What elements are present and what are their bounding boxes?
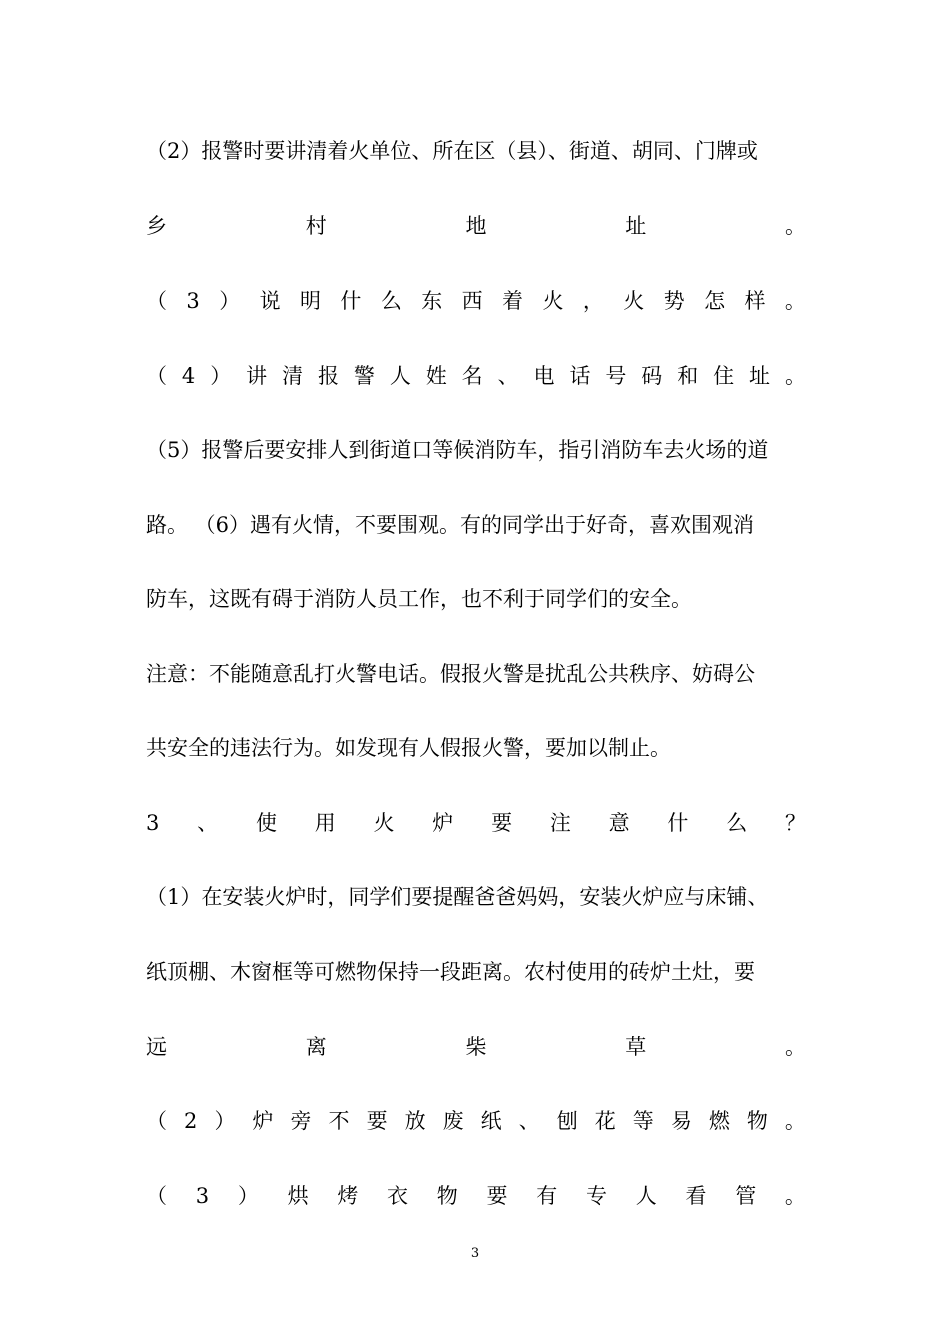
text-line <box>146 1106 806 1136</box>
text-char: 旁 <box>290 1109 312 1133</box>
text-char: 有 <box>536 1184 558 1208</box>
text-line <box>146 1181 806 1211</box>
text-char: 3 <box>146 811 160 835</box>
text-char: 、 <box>497 364 519 388</box>
text-line <box>146 361 806 391</box>
text-char: 人 <box>389 364 411 388</box>
text-char: 燃 <box>708 1109 730 1133</box>
text-char: 怎 <box>704 289 726 313</box>
text-char: 易 <box>670 1109 692 1133</box>
text-char: 。 <box>784 1109 806 1133</box>
text-char: 说 <box>259 289 281 313</box>
text-char: 么 <box>726 811 748 835</box>
text-char: 要 <box>486 1184 508 1208</box>
text-char: 3 <box>186 289 200 313</box>
text-char: 等 <box>632 1109 654 1133</box>
text-char: ） <box>219 289 241 313</box>
text-char: 话 <box>569 364 591 388</box>
text-line: 注意：不能随意乱打火警电话。假报火警是扰乱公共秩序、妨碍公 <box>146 662 755 686</box>
text-char: 和 <box>677 364 699 388</box>
text-char: 西 <box>461 289 483 313</box>
text-char: 讲 <box>246 364 268 388</box>
text-char: ） <box>237 1184 259 1208</box>
text-line: 路。 （6）遇有火情，不要围观。有的同学出于好奇，喜欢围观消 <box>146 513 755 537</box>
text-char: 人 <box>635 1184 657 1208</box>
text-char: 址 <box>749 364 771 388</box>
text-char: 柴 <box>465 1035 487 1059</box>
text-char: 火 <box>373 811 395 835</box>
text-char: 不 <box>328 1109 350 1133</box>
text-line: （2）报警时要讲清着火单位、所在区（县）、街道、胡同、门牌或 <box>146 139 758 163</box>
text-char: 势 <box>663 289 685 313</box>
text-char: 东 <box>421 289 443 313</box>
text-char: 远 <box>146 1035 167 1059</box>
text-line <box>146 286 806 316</box>
text-char: 、 <box>197 811 219 835</box>
text-char: ） <box>214 1109 236 1133</box>
text-char: 电 <box>533 364 555 388</box>
text-char: 警 <box>353 364 375 388</box>
text-char: 住 <box>713 364 735 388</box>
text-char: 衣 <box>387 1184 409 1208</box>
text-char: 烘 <box>287 1184 309 1208</box>
text-char: 样 <box>744 289 766 313</box>
text-char: 。 <box>784 289 806 313</box>
text-char: 物 <box>436 1184 458 1208</box>
text-char: 名 <box>461 364 483 388</box>
text-char: 用 <box>314 811 336 835</box>
text-char: 要 <box>491 811 513 835</box>
text-char: 离 <box>305 1035 327 1059</box>
text-char: 注 <box>549 811 571 835</box>
text-char: 地 <box>465 214 487 238</box>
text-char: 号 <box>605 364 627 388</box>
text-char: 着 <box>502 289 524 313</box>
text-char: 码 <box>641 364 663 388</box>
text-char: 明 <box>300 289 321 313</box>
text-char: 意 <box>608 811 630 835</box>
text-char: 要 <box>366 1109 388 1133</box>
text-char: ， <box>582 289 604 313</box>
text-char: （ <box>146 1184 167 1208</box>
text-char: 、 <box>518 1109 540 1133</box>
text-char: 使 <box>255 811 277 835</box>
text-line: 共安全的违法行为。如发现有人假报火警，要加以制止。 <box>146 736 671 760</box>
text-line: 纸顶棚、木窗框等可燃物保持一段距离。农村使用的砖炉土灶，要 <box>146 960 755 984</box>
text-char: 花 <box>594 1109 616 1133</box>
text-char: 乡 <box>146 214 167 238</box>
text-char: （ <box>146 1109 167 1133</box>
text-char: 4 <box>181 364 196 388</box>
text-char: 炉 <box>432 811 454 835</box>
text-char: 址 <box>625 214 647 238</box>
text-char: 管 <box>735 1184 757 1208</box>
text-line <box>146 211 806 241</box>
text-line <box>146 1032 806 1062</box>
text-char: 什 <box>340 289 362 313</box>
text-line: （1）在安装火炉时，同学们要提醒爸爸妈妈，安装火炉应与床铺、 <box>146 885 769 909</box>
text-line <box>146 808 806 838</box>
text-char: 。 <box>784 1184 806 1208</box>
text-char: 村 <box>305 214 327 238</box>
text-char: 。 <box>785 1035 806 1059</box>
text-char: 纸 <box>480 1109 502 1133</box>
text-char: ？ <box>784 811 806 835</box>
text-char: 。 <box>784 364 806 388</box>
text-char: 炉 <box>252 1109 274 1133</box>
text-char: 看 <box>685 1184 707 1208</box>
text-char: 什 <box>667 811 689 835</box>
text-char: 报 <box>317 364 339 388</box>
text-char: （ <box>146 289 167 313</box>
text-char: 火 <box>542 289 564 313</box>
text-line: （5）报警后要安排人到街道口等候消防车，指引消防车去火场的道 <box>146 438 769 462</box>
text-char: 2 <box>184 1109 198 1133</box>
text-char: 专 <box>585 1184 607 1208</box>
text-char: 废 <box>442 1109 464 1133</box>
text-char: 火 <box>623 289 645 313</box>
text-char: 。 <box>785 214 806 238</box>
text-char: 清 <box>282 364 304 388</box>
text-char: （ <box>146 364 167 388</box>
text-char: ） <box>210 364 232 388</box>
text-char: 物 <box>746 1109 768 1133</box>
text-line: 防车，这既有碍于消防人员工作，也不利于同学们的安全。 <box>146 587 692 611</box>
text-char: 草 <box>625 1035 647 1059</box>
text-char: 放 <box>404 1109 426 1133</box>
text-char: 姓 <box>425 364 447 388</box>
page-number: 3 <box>470 1246 480 1261</box>
text-char: 烤 <box>337 1184 359 1208</box>
text-char: 3 <box>195 1184 210 1208</box>
text-char: 么 <box>380 289 402 313</box>
text-char: 刨 <box>556 1109 578 1133</box>
